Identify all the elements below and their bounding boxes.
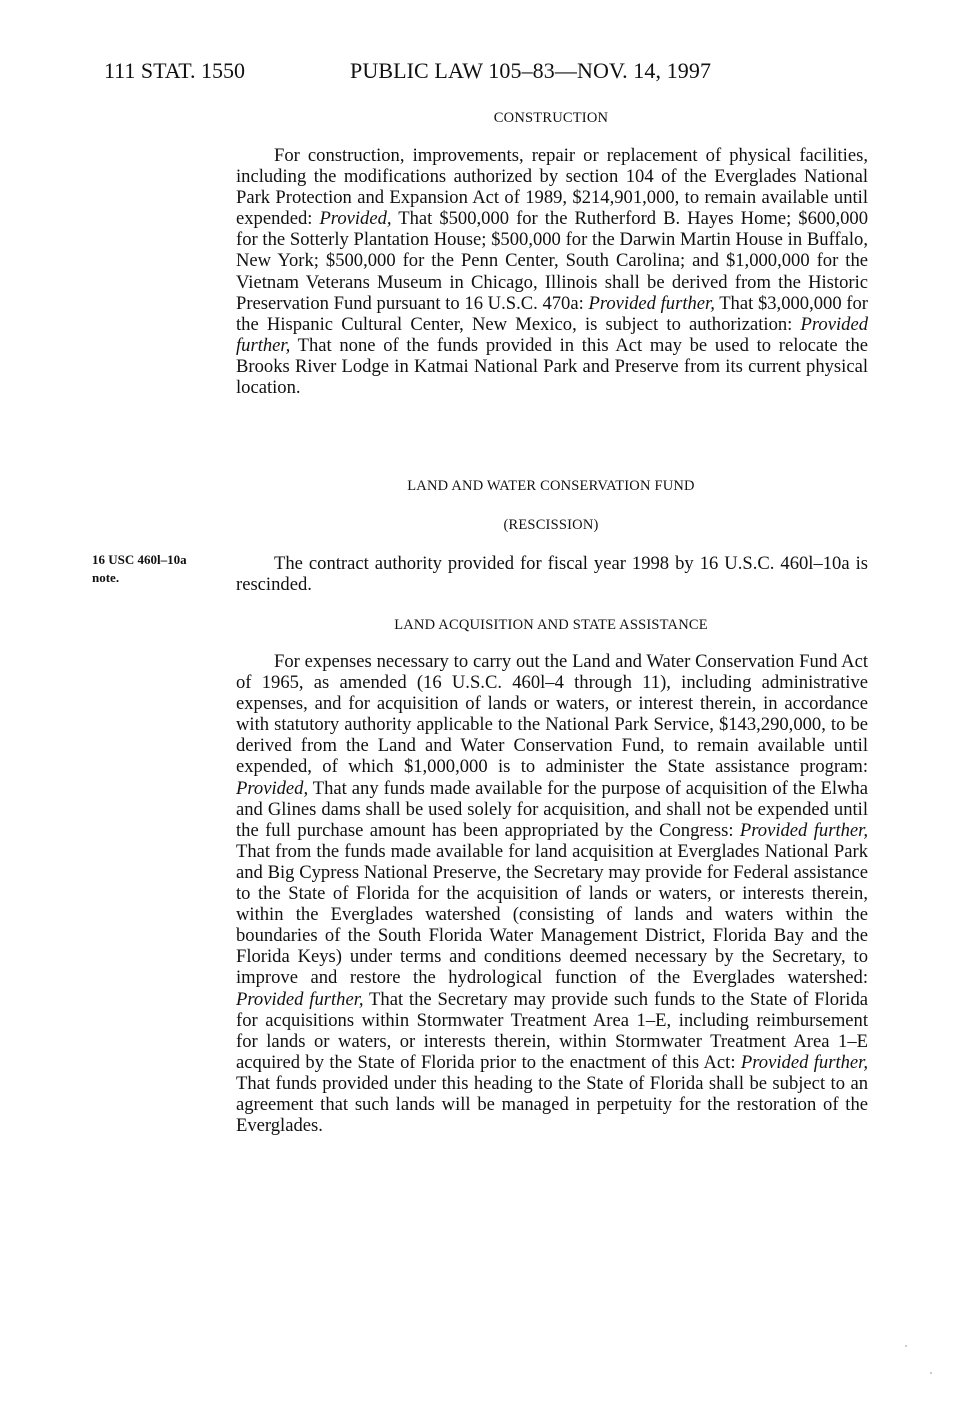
construction-paragraph: For construction, improvements, repair or replacement of physical facilities, including the modifications authorized by section 104 of the Everglades National Park Protection and Expansion Act of 1989, $214,901,000, to remain available until expended: Provided, That $500,000 for the Rutherford B. Hayes Home; $600,000 for the Sotterly Plantation House; $500,000 for the Darwin Martin House in Buffalo, New York; $500,000 for the Penn Center, South Carolina; and $1,000,000 for the Vietnam Veterans Museum in Chicago, Illinois shall be derived from the Historic Preservation Fund pursuant to 16 U.S.C. 470a: Provided further, That $3,000,000 for the Hispanic Cultural Center, New Mexico, is subject to authorization: Provided further, That none of the funds provided in this Act may be used to relocate the Brooks River Lodge in Katmai National Park and Preserve from its current physical location. <box>236 145 868 399</box>
scan-speck <box>930 1372 932 1374</box>
acquisition-paragraph: For expenses necessary to carry out the Land and Water Conservation Fund Act of 1965, as amended (16 U.S.C. 460l–4 through 11), including administrative expenses, and for acquisition of lands or waters, or interest therein, in accordance with statutory authority applicable to the National Park Service, $143,290,000, to be derived from the Land and Water Conservation Fund, to remain available until expended, of which $1,000,000 is to administer the State assistance program: Provided, That any funds made available for the purpose of acquisition of the Elwha and Glines dams shall be used solely for acquisition, and shall not be expended until the full purchase amount has been appropriated by the Congress: Provided further, That from the funds made available for land acquisition at Everglades National Park and Big Cypress National Preserve, the Secretary may provide for Federal assistance to the State of Florida for the acquisition of lands or waters, or interests therein, within the Everglades watershed (consisting of lands and waters within the boundaries of the South Florida Water Management District, Florida Bay and the Florida Keys) under terms and conditions deemed necessary by the Secretary, to improve and restore the hydrological function of the Everglades watershed: Provided further, That the Secretary may provide such funds to the State of Florida for acquisitions within Stormwater Treatment Area 1–E, including reimbursement for lands or waters, or interests therein, within Stormwater Treatment Area 1–E acquired by the State of Florida prior to the enactment of this Act: Provided further, That funds provided under this heading to the State of Florida shall be subject to an agreement that such lands will be managed in perpetuity for the restoration of the Everglades. <box>236 651 869 1137</box>
margin-citation-note: 16 USC 460l–10a note. <box>92 552 187 585</box>
statute-page-number: 111 STAT. 1550 <box>104 58 246 83</box>
acquisition-heading: LAND ACQUISITION AND STATE ASSISTANCE <box>394 617 708 633</box>
rescission-subheading: (RESCISSION) <box>503 517 599 533</box>
construction-heading: CONSTRUCTION <box>493 110 609 126</box>
lwcf-heading: LAND AND WATER CONSERVATION FUND <box>407 478 695 494</box>
rescission-paragraph: The contract authority provided for fiscal year 1998 by 16 U.S.C. 460l–10a is rescinded. <box>236 553 868 596</box>
scan-speck <box>905 1345 907 1347</box>
public-law-title: PUBLIC LAW 105–83—NOV. 14, 1997 <box>350 58 712 83</box>
